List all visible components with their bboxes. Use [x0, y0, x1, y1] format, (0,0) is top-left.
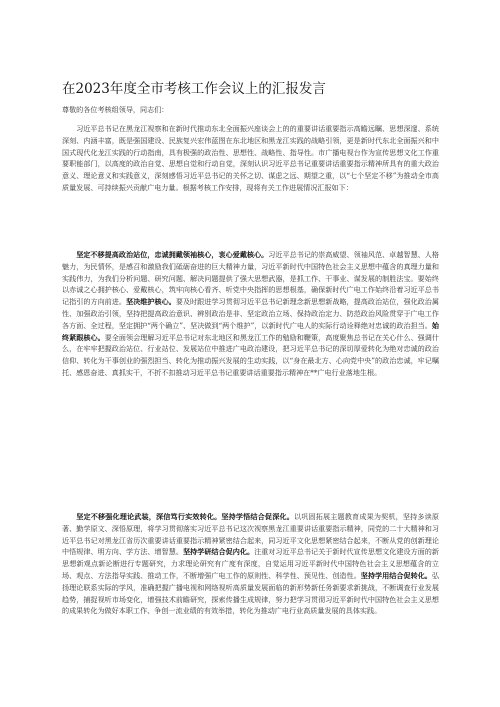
paragraph-text: 注重对习近平总书记关于新时代宣传思想文化建设方面的新思想新观点新论断进行专题研究，力求理论研究有广度有深度，自觉运用习近平新时代中国特色社会主义思想蕴含的立场、观点、方法指导实践、推动工作，不断增强广电工作的原则性、科学性、预见性、创造性。 — [62, 547, 440, 580]
paragraph-text: 要及时跟进学习贯彻习近平总书记新理念新思想新战略，提高政治站位，强化政治属性、加强政治引领，坚持把提高政治意识、辨别政治是非、坚定政治立场、保持政治定力、防范政治风险贯穿于广电工作各方面、全过程，坚定拥护“两个确立”、坚决做到“两个维护”，以新时代广电人的实际行动诠释绝对忠诚的政治担当。 — [62, 297, 440, 330]
sub-heading: 坚持学用结合促转化。 — [360, 570, 432, 580]
sub-heading: 坚持学研结合促内化。 — [182, 547, 255, 557]
paragraph-theory-study — [62, 511, 439, 617]
paragraph-text: 习近平总书记在黑龙江视察和在新时代推动东北全面振兴座谈会上的的重要讲话重要指示高瞻远瞩、思想深邃、系统深刻、内涵丰富，既是强国建设、民族复兴宏伟蓝图在东北地区和黑龙江实践的战略引领，更是新时代东北全面振兴和中国式现代化龙江实践的行动指南，具有极强的政治性、思想性、战略性、指导性。市广播电视台作为宣传思想文化工作重要职能部门，以高度的政治自觉、思想自觉和行动自觉，深刻认识习近平总书记重要讲话重要指示精神所具有的重大政治意义、理论意义和实践意义，深刻感悟习近平总书记的关怀之切、谋虑之远、期望之重，以“七个坚定不移”为推动全市高质量发展、可持续振兴贡献广电力量。根据考核工作安排，现将有关工作进展情况汇报如下： — [62, 124, 439, 192]
paragraph-text: 习近平总书记的崇高威望、领袖风范、卓越智慧、人格魅力，为民情怀，是感召和激励我们砥砺奋进的巨大精神力量，习近平新时代中国特色社会主义思想中蕴含的真理力量和实践伟力，为我们分析问题、研究问题、解决问题提供了强大思想武器，是抓工作、干事业、谋发展的制胜法宝。要始终以赤诚之心拥护核心、爱戴核心，筑牢向核心看齐、听党中央指挥的思想根基，确保新时代广电工作始终沿着习近平总书记指引的方向前进。 — [62, 250, 440, 307]
section-heading: 坚定不移强化理论武装，深信笃行实效转化。坚持学悟结合促深化。 — [76, 512, 294, 521]
paragraph-text: 弘扬理论联系实际的学风，准确把握广播电视和网络视听高质量发展面临的新形势新任务新要求新挑战，不断调查行业发展趋势，捕捉视听市场变化，增强技术前瞻研究，探索传播生成规律，努力把学习贯彻习近平新时代中国特色社会主义思想的成果转化为做好本职工作、争创一流业绩的有效举措，转化为推动广电行业高质量发展的具体实践。 — [62, 570, 440, 616]
paragraph-text: 以巩固拓展主题教育成果为契机，坚持多读原著、勤学原文、深悟原理，将学习贯彻落实习近平总书记这次视察黑龙江重要讲话重要指示精神，同党的二十大精神和习近平总书记对黑龙江省历次重要讲话重要指示精神紧密结合起来，同习近平文化思想紧密结合起来，不断从党的创新理论中悟规律、明方向、学方法、增智慧。 — [62, 512, 440, 557]
paragraph-political-stance — [62, 249, 439, 379]
document-title: 在2023年度全市考核工作会议上的汇报发言 — [62, 81, 326, 97]
paragraph-intro — [62, 123, 439, 194]
sub-heading: 始终紧跟核心。 — [62, 320, 439, 342]
sub-heading: 坚决维护核心。 — [126, 297, 176, 307]
section-heading: 坚定不移提高政治站位，忠诚拥戴领袖核心，衷心爱戴核心。 — [76, 250, 269, 259]
salutation: 尊敬的各位考核组领导，同志们： — [62, 105, 169, 114]
paragraph-text: 要全面领会理解习近平总书记对东北地区和黑龙江工作的勉励和鞭策，高度聚焦总书记在关心什么、强调什么，在牢牢把握政治站位、行业站位、发展站位中推进广电政治建设，把习近平总书记的深切厚爱转化为绝对忠诚的政治信仰、转化为干事创业的强烈担当、转化为推动振兴发展的生动实践，以“身在最北方、心向党中央”的政治忠诚，牢记嘱托、感恩奋进、真抓实干，不折不扣推动习近平总书记重要讲话重要指示精神在**广电行业落地生根。 — [62, 332, 440, 377]
